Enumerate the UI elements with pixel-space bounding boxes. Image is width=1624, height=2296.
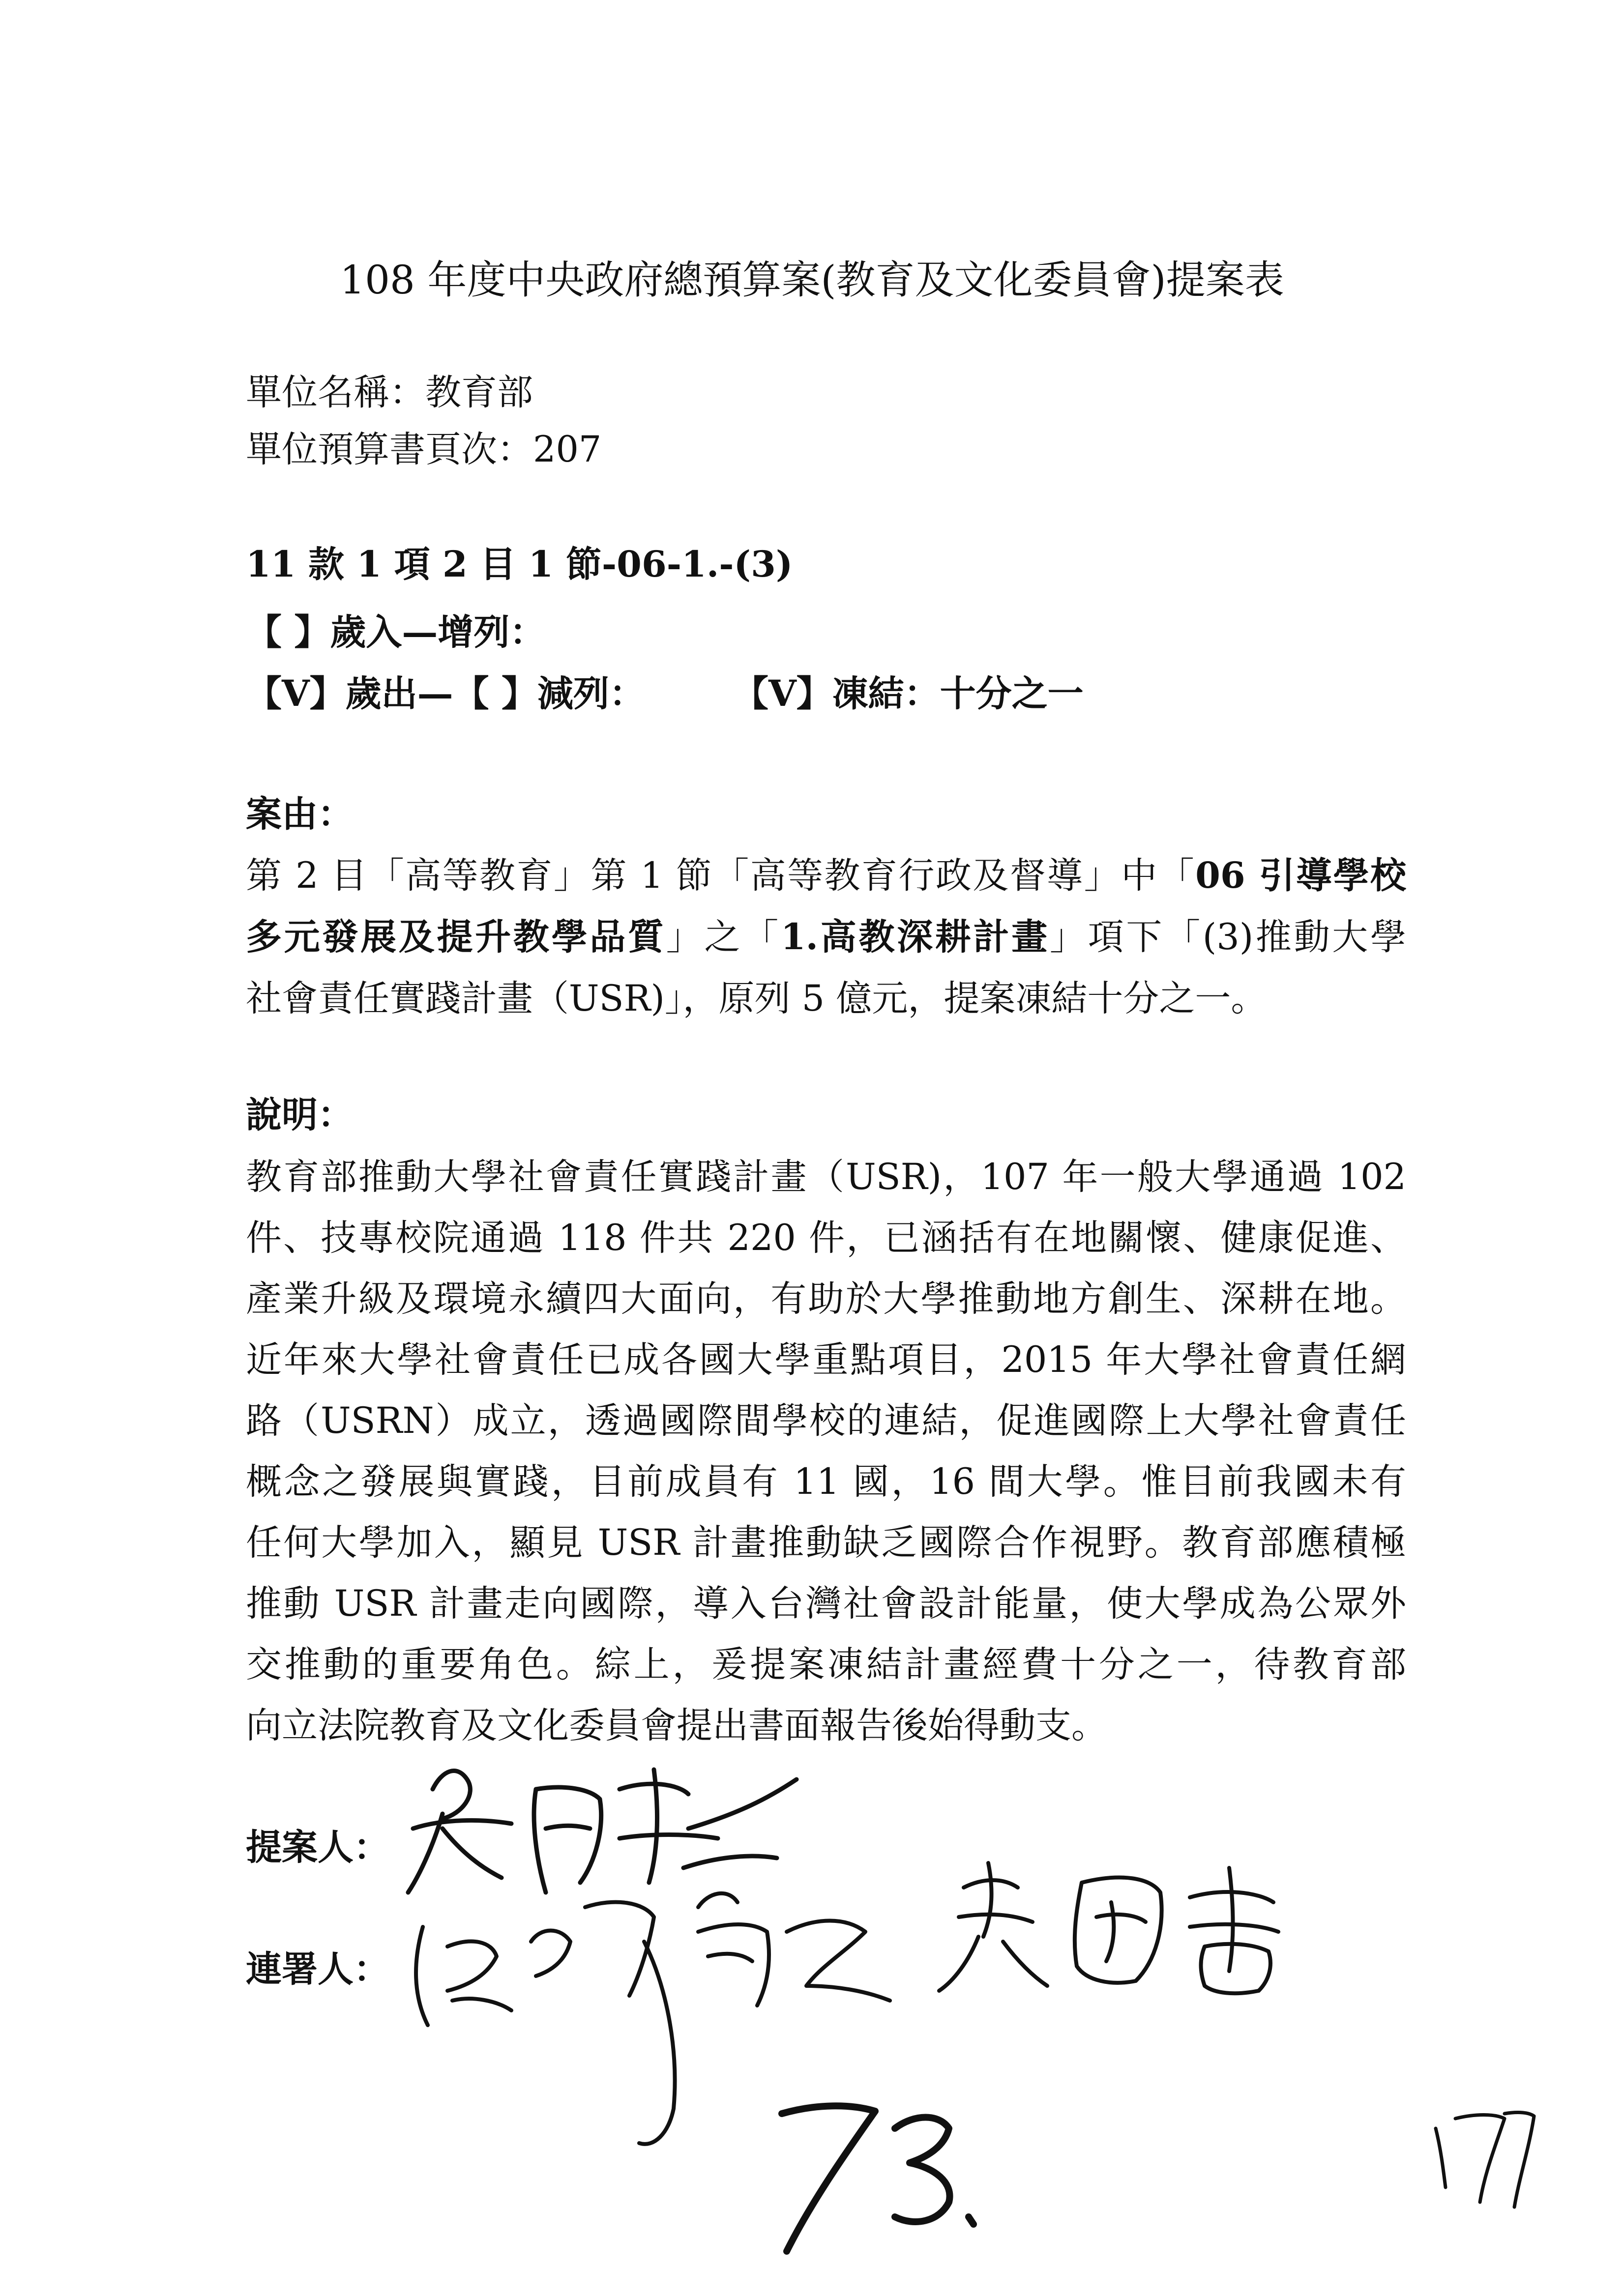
explanation-heading: 說明： xyxy=(246,1094,354,1136)
case-line-3: 社會責任實踐計畫（USR)」，原列 5 億元，提案凍結十分之一。 xyxy=(246,978,1267,1019)
proposer-label: 提案人： xyxy=(246,1826,389,1868)
explanation-line: 近年來大學社會責任已成各國大學重點項目，2015 年大學社會責任網 xyxy=(246,1339,1406,1381)
unit-name: 單位名稱：教育部 xyxy=(246,372,533,413)
case-line-2-bold-b: 1.高教深耕計畫 xyxy=(780,916,1050,958)
explanation-line: 概念之發展與實踐，目前成員有 11 國，16 間大學。惟目前我國未有 xyxy=(246,1461,1406,1503)
freeze-line: 【V】凍結：十分之一 xyxy=(733,672,1084,715)
revenue-line: 【 】歲入—增列： xyxy=(246,611,546,653)
handwritten-number-73 xyxy=(782,2106,974,2251)
explanation-line: 件、技專校院通過 118 件共 220 件，已涵括有在地關懷、健康促進、 xyxy=(246,1217,1406,1259)
case-line-1-bold: 06 引導學校 xyxy=(1195,854,1406,897)
explanation-line: 路（USRN）成立，透過國際間學校的連結，促進國際上大學社會責任 xyxy=(246,1400,1406,1442)
explanation-line: 產業升級及環境永續四大面向，有助於大學推動地方創生、深耕在地。 xyxy=(246,1278,1406,1320)
case-line-1-plain: 第 2 目「高等教育」第 1 節「高等教育行政及督導」中「 xyxy=(246,855,1196,897)
case-line-2-plain-b: 」項下「(3)推動大學 xyxy=(1049,916,1407,958)
proposer-signature xyxy=(408,1770,797,1892)
case-heading: 案由： xyxy=(246,793,354,835)
explanation-line: 交推動的重要角色。綜上，爰提案凍結計畫經費十分之一，待教育部 xyxy=(246,1644,1406,1686)
cosigner-signature-2 xyxy=(939,1863,1278,1993)
case-line-2-plain-a: 」之「 xyxy=(666,916,781,958)
explanation-line: 向立法院教育及文化委員會提出書面報告後始得動支。 xyxy=(246,1705,1107,1746)
page-mark-177 xyxy=(1436,2113,1534,2207)
cosigner-label: 連署人： xyxy=(246,1948,389,1990)
item-code: 11 款 1 項 2 目 1 節-06-1.-(3) xyxy=(246,543,793,585)
case-line-2-bold-a: 多元發展及提升教學品質 xyxy=(246,916,666,958)
explanation-line: 教育部推動大學社會責任實踐計畫（USR)，107 年一般大學通過 102 xyxy=(246,1156,1406,1198)
explanation-line: 任何大學加入，顯見 USR 計畫推動缺乏國際合作視野。教育部應積極 xyxy=(246,1522,1406,1564)
budget-page-number: 單位預算書頁次：207 xyxy=(246,429,602,470)
explanation-line: 推動 USR 計畫走向國際，導入台灣社會設計能量，使大學成為公眾外 xyxy=(246,1583,1406,1625)
page-title: 108 年度中央政府總預算案(教育及文化委員會)提案表 xyxy=(340,257,1284,303)
expenditure-reduce-line: 【V】歲出—【 】減列： xyxy=(246,672,646,715)
